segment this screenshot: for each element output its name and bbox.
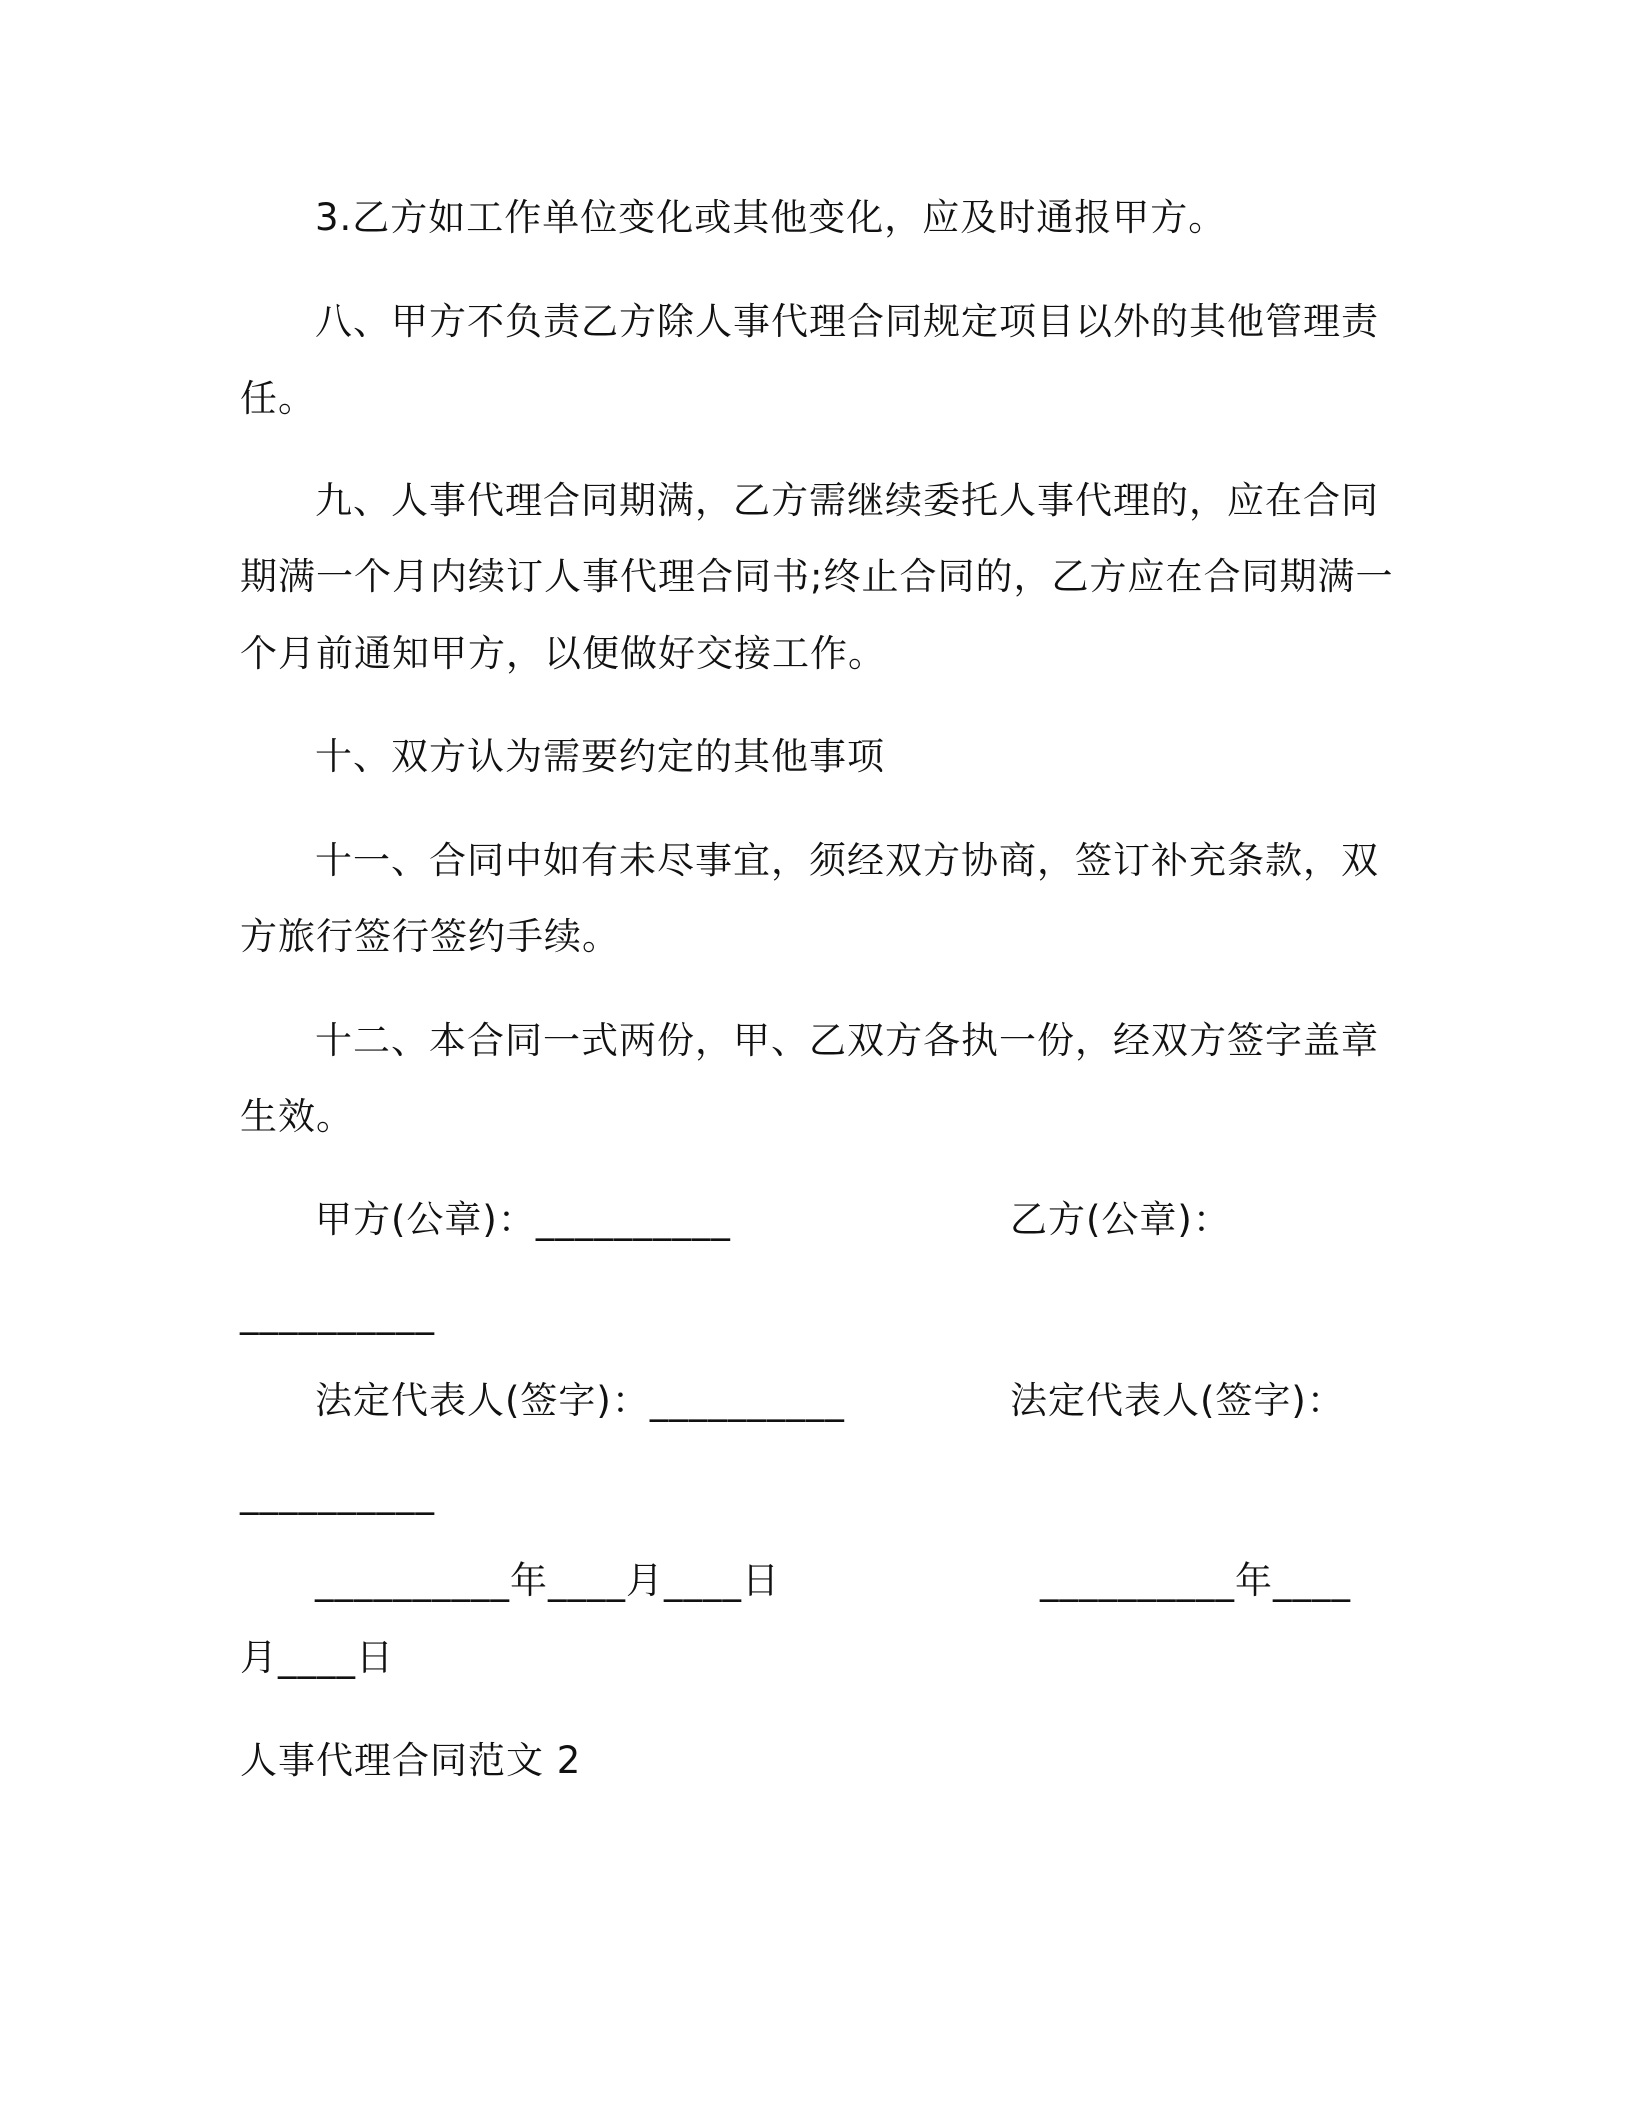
- party-b-seal-label: 乙方(公章)：: [1010, 1198, 1231, 1241]
- clause-11-line-1: 十一、合同中如有未尽事宜，须经双方协商，签订补充条款，双: [315, 839, 1379, 882]
- party-b-rep-label: 法定代表人(签字)：: [1010, 1379, 1345, 1422]
- party-a-rep-field: 法定代表人(签字)：__________: [315, 1379, 845, 1422]
- clause-11-line-2: 方旅行签行签约手续。: [240, 915, 620, 958]
- party-a-seal-field: 甲方(公章)：__________: [315, 1198, 731, 1241]
- clause-9-line-1: 九、人事代理合同期满，乙方需继续委托人事代理的，应在合同: [315, 479, 1379, 522]
- party-b-date-line-2: 月____日: [240, 1636, 394, 1679]
- clause-9-line-3: 个月前通知甲方，以便做好交接工作。: [240, 632, 886, 675]
- next-section-title: 人事代理合同范文 2: [240, 1739, 582, 1782]
- clause-9-line-2: 期满一个月内续订人事代理合同书;终止合同的，乙方应在合同期满一: [240, 555, 1394, 598]
- clause-3: 3.乙方如工作单位变化或其他变化，应及时通报甲方。: [315, 196, 1227, 239]
- party-a-date-field: __________年____月____日: [315, 1559, 780, 1602]
- clause-8-line-1: 八、甲方不负责乙方除人事代理合同规定项目以外的其他管理责: [315, 300, 1379, 343]
- clause-10: 十、双方认为需要约定的其他事项: [315, 735, 885, 778]
- party-b-rep-line: __________: [240, 1472, 435, 1515]
- party-b-date-line-1: __________年____: [1040, 1559, 1351, 1602]
- clause-8-line-2: 任。: [240, 377, 316, 420]
- party-b-seal-line: __________: [240, 1292, 435, 1335]
- clause-12-line-2: 生效。: [240, 1095, 354, 1138]
- clause-12-line-1: 十二、本合同一式两份，甲、乙双方各执一份，经双方签字盖章: [315, 1019, 1379, 1062]
